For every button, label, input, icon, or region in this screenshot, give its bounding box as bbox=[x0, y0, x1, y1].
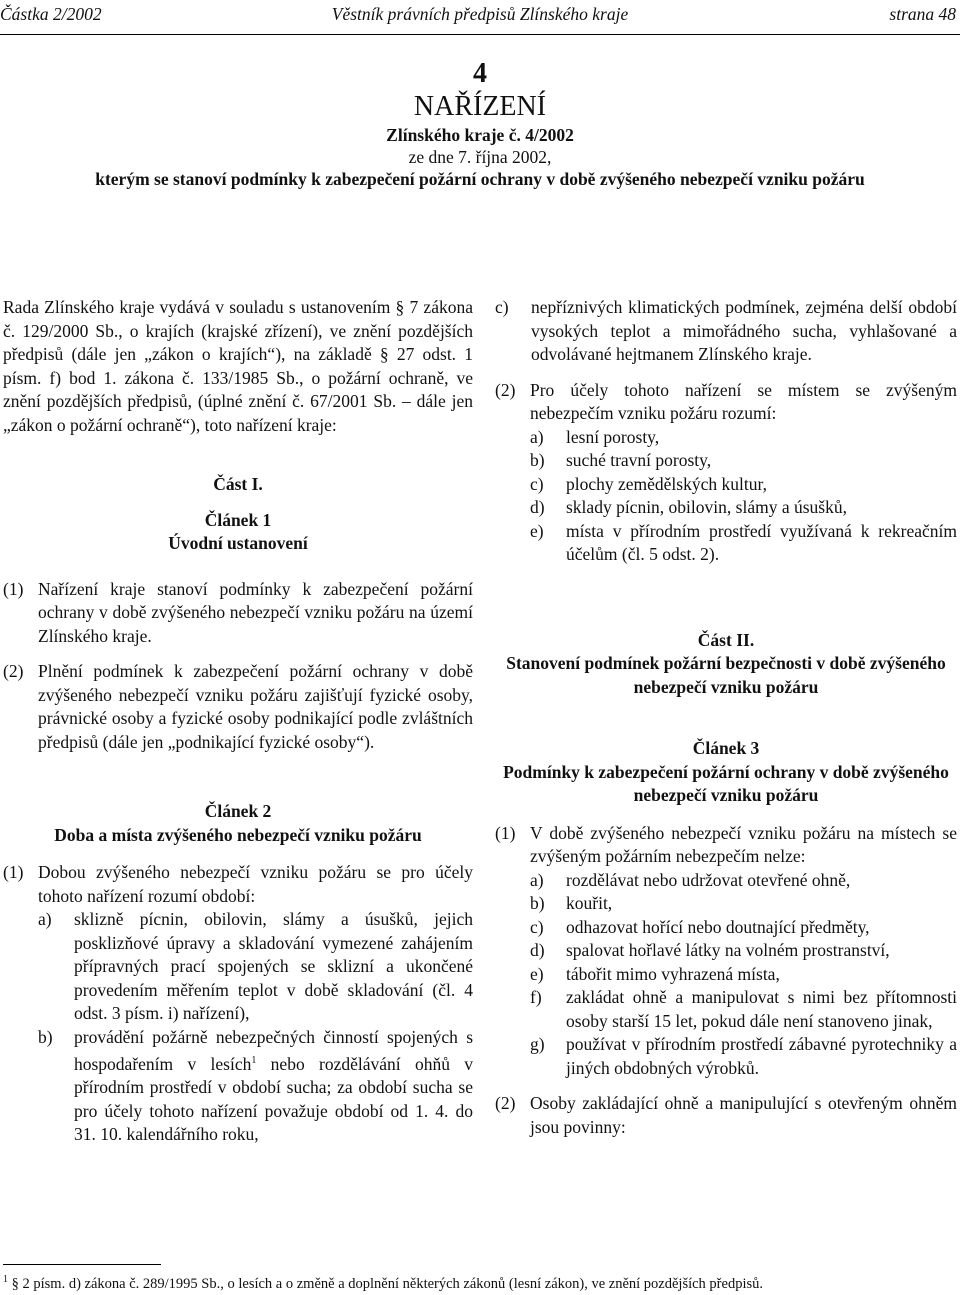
footnote-reference: 1 bbox=[251, 1055, 257, 1066]
list-item bbox=[530, 892, 957, 916]
paragraph-number: (2) bbox=[495, 379, 516, 400]
article2-subtitle: Doba a místa zvýšeného nebezpečí vzniku požáru bbox=[54, 824, 422, 845]
list-item bbox=[530, 986, 957, 1033]
header-page-number: strana 48 bbox=[889, 4, 956, 24]
paragraph-number: (1) bbox=[3, 578, 24, 599]
list-item-letter: b) bbox=[530, 893, 545, 913]
list-item-letter: a) bbox=[530, 426, 544, 447]
list-item-text: provádění požárně nebezpečných činností spojených s hospodařením v lesích bbox=[74, 1026, 473, 1074]
list-item-text: místa v přírodním prostředí využívaná k rekreačním účelům (čl. 5 odst. 2). bbox=[566, 520, 957, 564]
list-item bbox=[38, 1026, 473, 1147]
article3-paragraph-2 bbox=[495, 1092, 957, 1139]
article3-title: Článek 3 bbox=[692, 738, 760, 758]
list-item-text: sklady pícnin, obilovin, slámy a úsušků, bbox=[566, 497, 847, 517]
regulation-subject: kterým se stanoví podmínky k zabezpečení požární ochrany v době zvýšeného nebezpečí vzniku požáru bbox=[95, 169, 865, 189]
list-item-letter: d) bbox=[530, 940, 545, 960]
list-item bbox=[530, 426, 957, 450]
paragraph-text: Plnění podmínek k zabezpečení požární ochrany v době zvýšeného nebezpečí vzniku požáru zajišťují fyzické osoby, právnické osoby a fyzické osoby podnikající podle zvláštních předpisů (dále jen „podnikající fyzické osoby“). bbox=[38, 661, 473, 752]
header-journal-title: Věstník právních předpisů Zlínského kraje bbox=[331, 4, 629, 24]
list-item-text: rozdělávat nebo udržovat otevřené ohně, bbox=[566, 869, 851, 890]
right-column bbox=[495, 296, 957, 1151]
list-item-letter: b) bbox=[530, 450, 545, 470]
header-issue: Částka 2/2002 bbox=[0, 4, 102, 24]
list-item-text: lesní porosty, bbox=[566, 426, 660, 447]
paragraph-number: (2) bbox=[495, 1093, 516, 1113]
list-item-letter: g) bbox=[530, 1034, 545, 1054]
article3-subtitle: Podmínky k zabezpečení požární ochrany v době zvýšeného nebezpečí vzniku požáru bbox=[503, 761, 949, 805]
list-item bbox=[530, 520, 957, 567]
list-item bbox=[530, 449, 957, 473]
list-item-letter: a) bbox=[530, 869, 544, 890]
list-item bbox=[530, 496, 957, 520]
article2-paragraph-1-continued bbox=[495, 296, 957, 367]
part2-subtitle: Stanovení podmínek požární bezpečnosti v době zvýšeného nebezpečí vzniku požáru bbox=[506, 653, 946, 697]
header-rule bbox=[0, 34, 960, 35]
list-item bbox=[530, 473, 957, 497]
list-item bbox=[495, 296, 957, 367]
footnote bbox=[3, 1271, 957, 1293]
footnote-text: § 2 písm. d) zákona č. 289/1995 Sb., o lesích a o změně a doplnění některých zákonů (lesní zákon), ve znění pozdějších předpisů. bbox=[11, 1275, 763, 1292]
regulation-title-block bbox=[0, 58, 960, 190]
list-item-letter: e) bbox=[530, 520, 544, 541]
paragraph-number: (1) bbox=[495, 822, 516, 843]
article2-paragraph-2 bbox=[495, 379, 957, 567]
list-item-text: nepříznivých klimatických podmínek, zejména delší období vysokých teplot a mimořádného sucha, vyhlašované a odvolávané hejtmanem Zlínského kraje. bbox=[531, 297, 957, 364]
article1-subtitle: Úvodní ustanovení bbox=[168, 533, 308, 553]
list-item-text: spalovat hořlavé látky na volném prostranství, bbox=[566, 940, 890, 960]
list-item-letter: c) bbox=[530, 916, 544, 937]
article2-paragraph-1 bbox=[3, 861, 473, 1147]
left-column bbox=[3, 296, 473, 1147]
paragraph-text: Nařízení kraje stanoví podmínky k zabezpečení požární ochrany v době zvýšeného nebezpečí vzniku požáru na území Zlínského kraje. bbox=[38, 578, 473, 646]
list-item-text: odhazovat hořící nebo doutnající předměty, bbox=[566, 916, 870, 937]
footnote-mark: 1 bbox=[3, 1274, 8, 1285]
period-list bbox=[38, 908, 473, 1147]
list-item bbox=[38, 908, 473, 1026]
list-item-text: tábořit mimo vyhrazená místa, bbox=[566, 963, 780, 984]
place-list bbox=[530, 426, 957, 567]
list-item-text: sklizně pícnin, obilovin, slámy a úsušků, jejich posklizňové úpravy a skladování vymezené zahájením přípravných prací spojených se sklizní a ukončené provedením měřením teplot v době skladování (čl. 4 odst. 3 písm. i) nařízení), bbox=[74, 909, 473, 1023]
paragraph-text: V době zvýšeného nebezpečí vzniku požáru na místech se zvýšeným požárním nebezpečím nelze: bbox=[530, 822, 957, 866]
article1-paragraph-1 bbox=[3, 578, 473, 649]
paragraph-number: (2) bbox=[3, 661, 24, 681]
paragraph-text: Osoby zakládající ohně a manipulující s otevřeným ohněm jsou povinny: bbox=[530, 1093, 957, 1137]
list-item-text: používat v přírodním prostředí zábavné pyrotechniky a jiných obdobných výrobků. bbox=[566, 1034, 957, 1078]
list-item-text: suché travní porosty, bbox=[566, 450, 712, 470]
list-item-text: plochy zemědělských kultur, bbox=[566, 473, 767, 494]
prohibition-list bbox=[530, 869, 957, 1081]
list-item bbox=[530, 1033, 957, 1080]
regulation-number: 4 bbox=[473, 58, 487, 89]
intro-paragraph: Rada Zlínského kraje vydává v souladu s ustanovením § 7 zákona č. 129/2000 Sb., o krajích (krajské zřízení), ve znění pozdějších předpisů (dále jen „zákon o krajích“), na základě § 27 odst. 1 písm. f) bod 1. zákona č. 133/1985 Sb., o požární ochraně, ve znění pozdějších předpisů, (úplné znění č. 67/2001 Sb. – dále jen „zákon o požární ochraně“), toto nařízení kraje: bbox=[3, 297, 473, 435]
paragraph-number: (1) bbox=[3, 862, 24, 882]
list-item bbox=[530, 869, 957, 893]
regulation-type: NAŘÍZENÍ bbox=[413, 91, 547, 122]
article1-title: Článek 1 bbox=[204, 509, 272, 530]
article1-paragraph-2 bbox=[3, 660, 473, 754]
list-item bbox=[530, 963, 957, 987]
footnote-rule bbox=[3, 1264, 161, 1265]
list-item-text: kouřit, bbox=[566, 893, 613, 913]
paragraph-text: Pro účely tohoto nařízení se místem se zvýšeným nebezpečím vzniku požáru rozumí: bbox=[530, 379, 957, 423]
list-item-letter: d) bbox=[530, 497, 545, 517]
list-item-letter: c) bbox=[495, 297, 509, 317]
list-item-letter: a) bbox=[38, 909, 52, 929]
list-item-letter: e) bbox=[530, 963, 544, 984]
article3-paragraph-1 bbox=[495, 822, 957, 1081]
list-item-text-continued: nebo rozdělávání ohňů v přírodním prostředí v období sucha; za období sucha se pro účely tohoto nařízení považuje období od 1. 4. do 31. 10. kalendářního roku, bbox=[74, 1053, 474, 1145]
regulation-issuer: Zlínského kraje č. 4/2002 bbox=[386, 125, 574, 145]
list-item-letter: c) bbox=[530, 473, 544, 494]
list-item bbox=[530, 916, 957, 940]
regulation-date: ze dne 7. října 2002, bbox=[408, 147, 552, 167]
part1-title: Část I. bbox=[213, 474, 263, 494]
paragraph-text: Dobou zvýšeného nebezpečí vzniku požáru se pro účely tohoto nařízení rozumí období: bbox=[38, 862, 473, 906]
list-item-letter: b) bbox=[38, 1026, 53, 1047]
article2-title: Článek 2 bbox=[204, 801, 272, 821]
list-item-letter: f) bbox=[530, 987, 542, 1007]
list-item-text: zakládat ohně a manipulovat s nimi bez přítomnosti osoby starší 15 let, pokud dále není stanoveno jinak, bbox=[566, 987, 957, 1031]
list-item bbox=[530, 939, 957, 963]
part2-title: Část II. bbox=[697, 629, 755, 650]
